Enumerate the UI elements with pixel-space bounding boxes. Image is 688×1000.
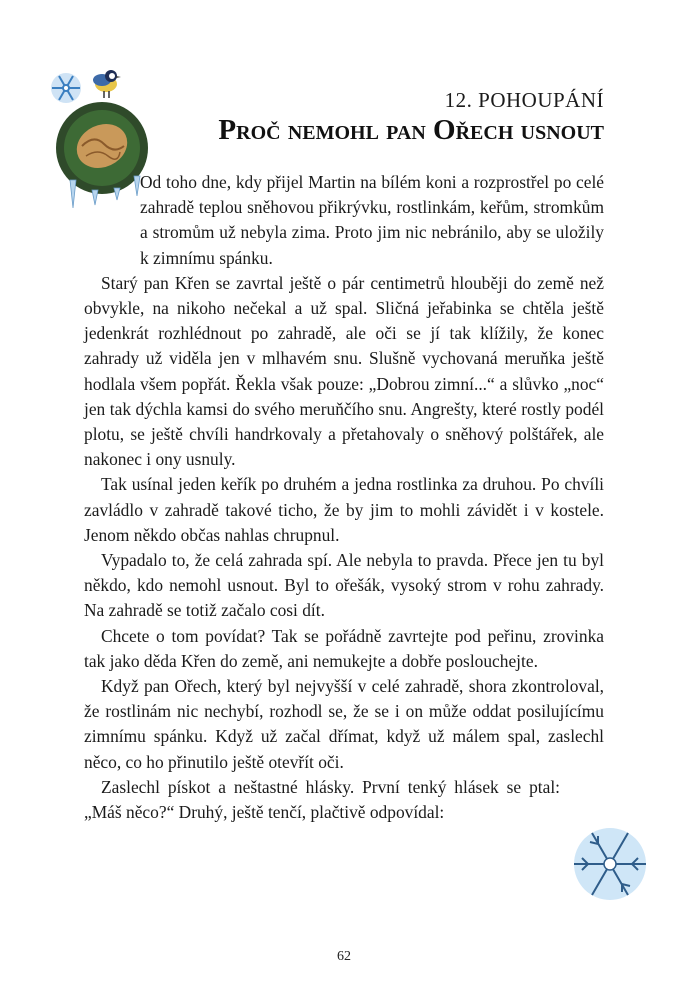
page-number: 62 [337,949,351,964]
paragraph: Tak usínal jeden keřík po druhém a jedna rostlinka za druhou. Po chvíli zavládlo v zahradě takové ticho, že by jim to mohli závidět i v kostele. Jenom někdo občas nahlas chrupnul. [84,474,604,545]
chapter-number: 12. POHOUPÁNÍ [444,88,604,112]
paragraph: Vypadalo to, že celá zahrada spí. Ale nebyla to pravda. Přece jen tu byl někdo, kdo nemohl usnout. Byl to ořešák, vysoký strom v rohu zahrady. Na zahradě se totiž začalo cosi dít. [84,550,604,621]
chapter-title: Proč nemohl pan Ořech usnout [218,114,604,146]
body-text [84,170,604,825]
bird-icon [93,70,121,98]
snowflake-icon [568,822,652,906]
snowflake-icon [51,73,81,103]
paragraph: Od toho dne, kdy přijel Martin na bílém koni a rozprostřel po celé zahradě teplou sněhovou přikrývku, rostlinkám, keřům, stromkům a stromům už nebyla zima. Proto jim nic nebránilo, aby se uložily k zimnímu spánku. [140,172,604,268]
chapter-heading [218,88,604,146]
paragraph: Starý pan Křen se zavrtal ještě o pár centimetrů hlouběji do země než obvykle, na nikoho nečekal a už spal. Sličná jeřabinka se chtěla ještě jedenkrát rozhlédnout po zahradě, ale oči se jí tak klížily, že konec zahrady už viděla jen v mlhavém snu. Slušně vychovaná meruňka ještě hodlala všem popřát. Řekla však pouze: „Dobrou zimní...“ a slůvko „noc“ jen tak dýchla kamsi do svého meruňčího snu. Angrešty, které rostly podél plotu, se ještě chvíli handrkovaly a přetahovaly o sněhový polštářek, ale nakonec i ony usnuly. [84,272,604,470]
paragraph: Zaslechl pískot a neštastné hlásky. První tenký hlásek se ptal: „Máš něco?“ Druhý, ještě tenčí, plačtivě odpovídal: [84,776,560,823]
paragraph: Když pan Ořech, který byl nejvyšší v celé zahradě, shora zkontroloval, že rostlinám nic nechybí, rozhodl se, že se i on může oddat posilujícímu zimnímu spánku. Když už začal dřímat, když už málem spal, zaslechl něco, co ho přinutilo ještě otevřít oči. [84,676,604,772]
paragraph: Chcete o tom povídat? Tak se pořádně zavrtejte pod peřinu, zrovinka tak jako děda Křen do země, ani nemukejte a dobře poslouchejte. [84,625,604,671]
